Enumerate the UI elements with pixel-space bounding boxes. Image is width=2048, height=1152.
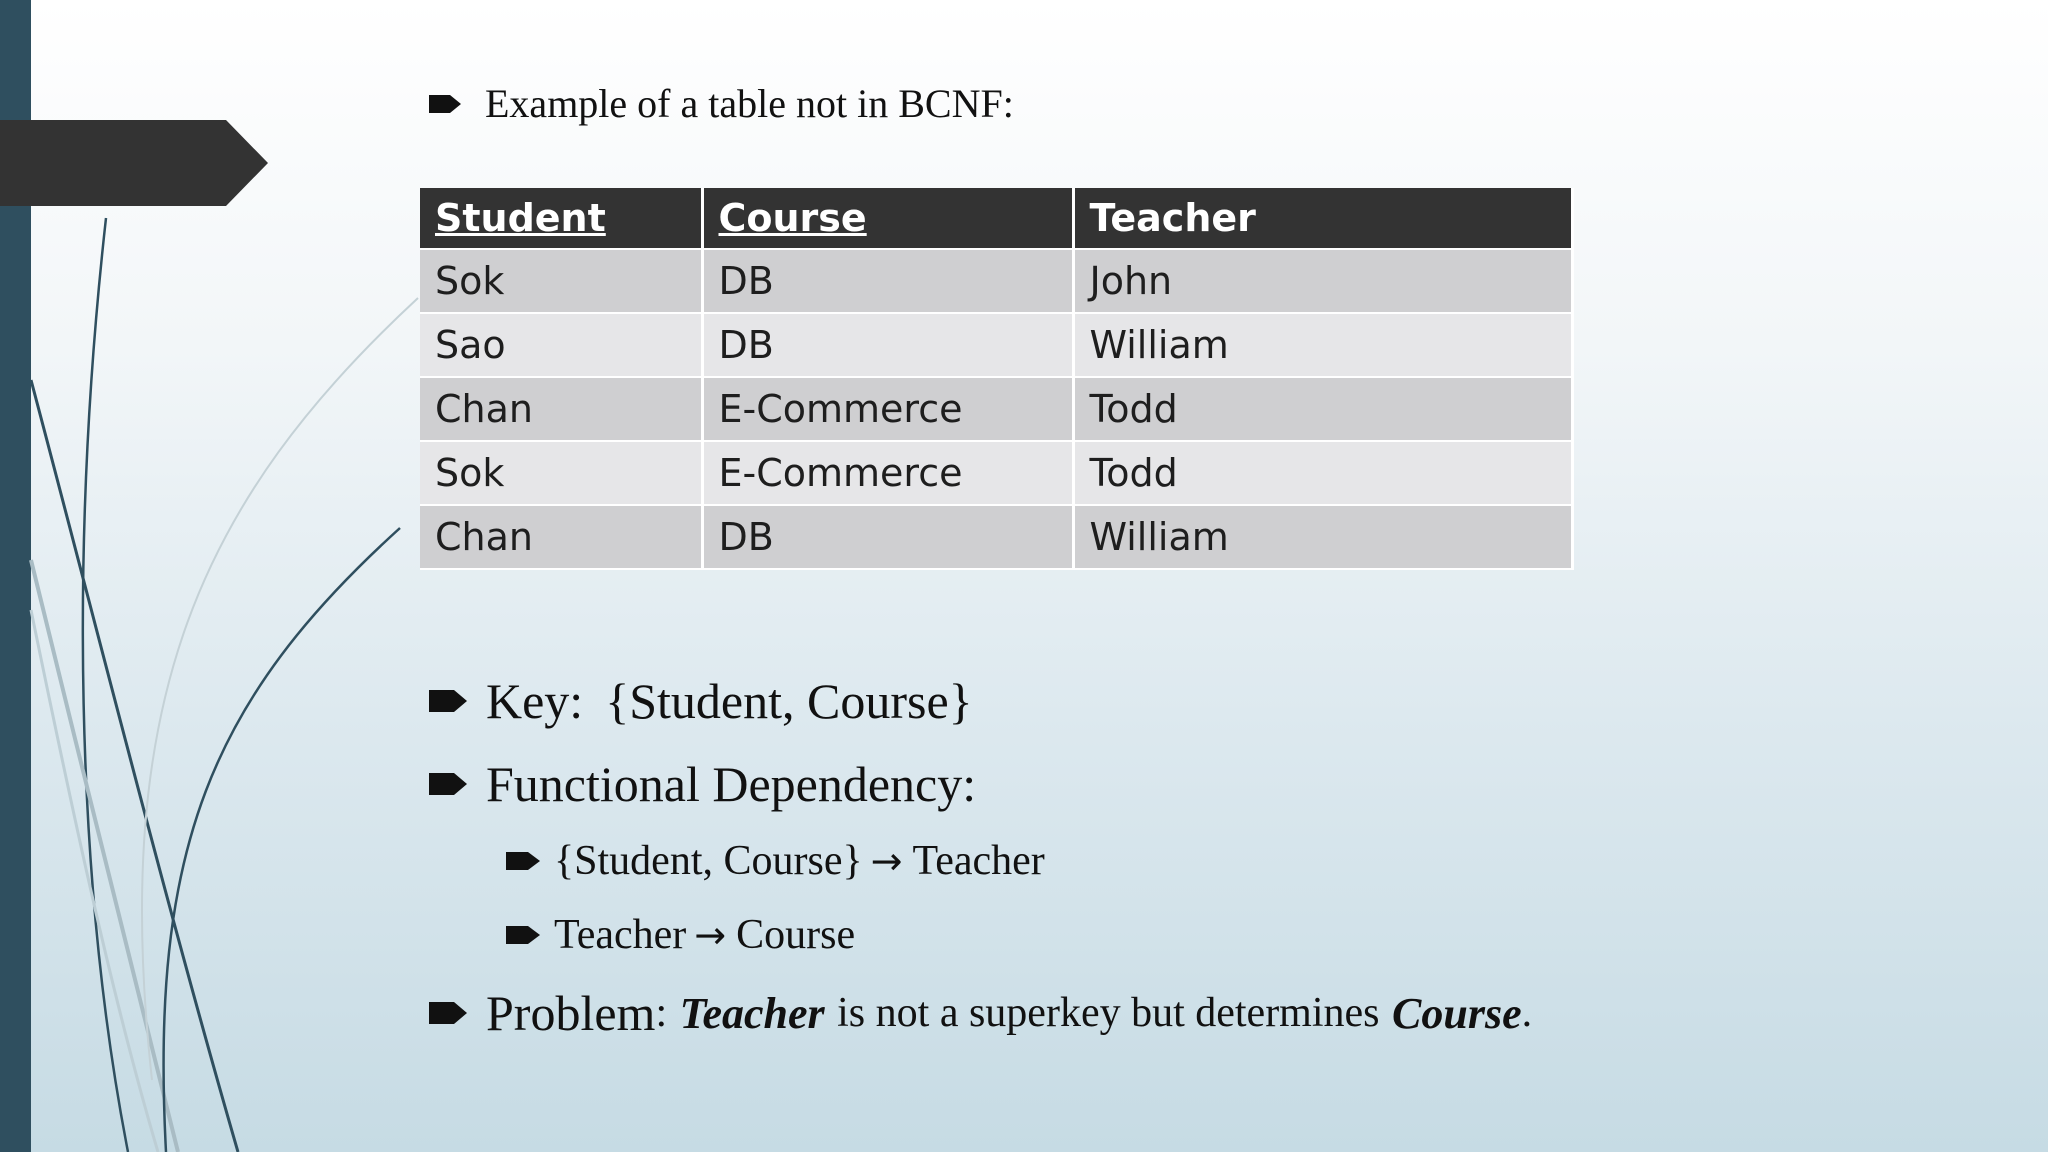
cell-student: Chan: [420, 505, 702, 569]
table-row: [420, 377, 1572, 441]
table-row: [420, 441, 1572, 505]
cell-teacher: John: [1073, 249, 1572, 313]
functional-dependency-bullet: [429, 755, 976, 813]
cell-student: Sao: [420, 313, 702, 377]
fd-right: Teacher: [912, 838, 1045, 884]
arrow-bullet-icon: [429, 688, 467, 714]
cell-teacher: Todd: [1073, 377, 1572, 441]
key-label: Key:: [486, 673, 584, 729]
arrow-bullet-icon: [429, 1000, 467, 1026]
problem-term-course: Course: [1392, 988, 1522, 1038]
table-row: [420, 249, 1572, 313]
header-teacher: Teacher: [1073, 188, 1572, 249]
fd-item: [506, 837, 1045, 885]
cell-teacher: William: [1073, 505, 1572, 569]
right-arrow-icon: →: [870, 839, 903, 883]
cell-teacher: Todd: [1073, 441, 1572, 505]
cell-course: DB: [702, 505, 1073, 569]
table-row: [420, 313, 1572, 377]
decorative-swoosh-lines: [0, 0, 460, 1152]
intro-bullet: [429, 80, 1014, 127]
arrow-bullet-icon: [506, 850, 540, 872]
cell-student: Sok: [420, 441, 702, 505]
arrow-bullet-icon: [506, 924, 540, 946]
cell-student: Chan: [420, 377, 702, 441]
cell-course: DB: [702, 249, 1073, 313]
problem-middle-text: is not a superkey but determines: [837, 990, 1380, 1036]
fd-left: Teacher: [554, 912, 687, 958]
cell-course: E-Commerce: [702, 377, 1073, 441]
arrow-bullet-icon: [429, 93, 461, 115]
cell-course: DB: [702, 313, 1073, 377]
fd-item: [506, 911, 855, 959]
header-student: Student: [420, 188, 702, 249]
fd-title: Functional Dependency:: [486, 756, 977, 812]
key-bullet: [429, 672, 973, 730]
bcnf-example-table: [420, 188, 1574, 570]
problem-bullet: [429, 984, 1532, 1042]
fd-left: {Student, Course}: [554, 838, 863, 884]
problem-label: Problem: [486, 985, 656, 1041]
intro-text: Example of a table not in BCNF:: [485, 81, 1014, 126]
key-value: {Student, Course}: [605, 673, 973, 729]
fd-right: Course: [736, 912, 856, 958]
table-header-row: [420, 188, 1572, 249]
right-arrow-icon: →: [694, 913, 727, 957]
table-row: [420, 505, 1572, 569]
cell-course: E-Commerce: [702, 441, 1073, 505]
cell-student: Sok: [420, 249, 702, 313]
arrow-bullet-icon: [429, 771, 467, 797]
cell-teacher: William: [1073, 313, 1572, 377]
problem-colon: :: [655, 990, 668, 1036]
problem-term-teacher: Teacher: [679, 988, 825, 1038]
header-course: Course: [702, 188, 1073, 249]
problem-end: .: [1521, 990, 1533, 1036]
